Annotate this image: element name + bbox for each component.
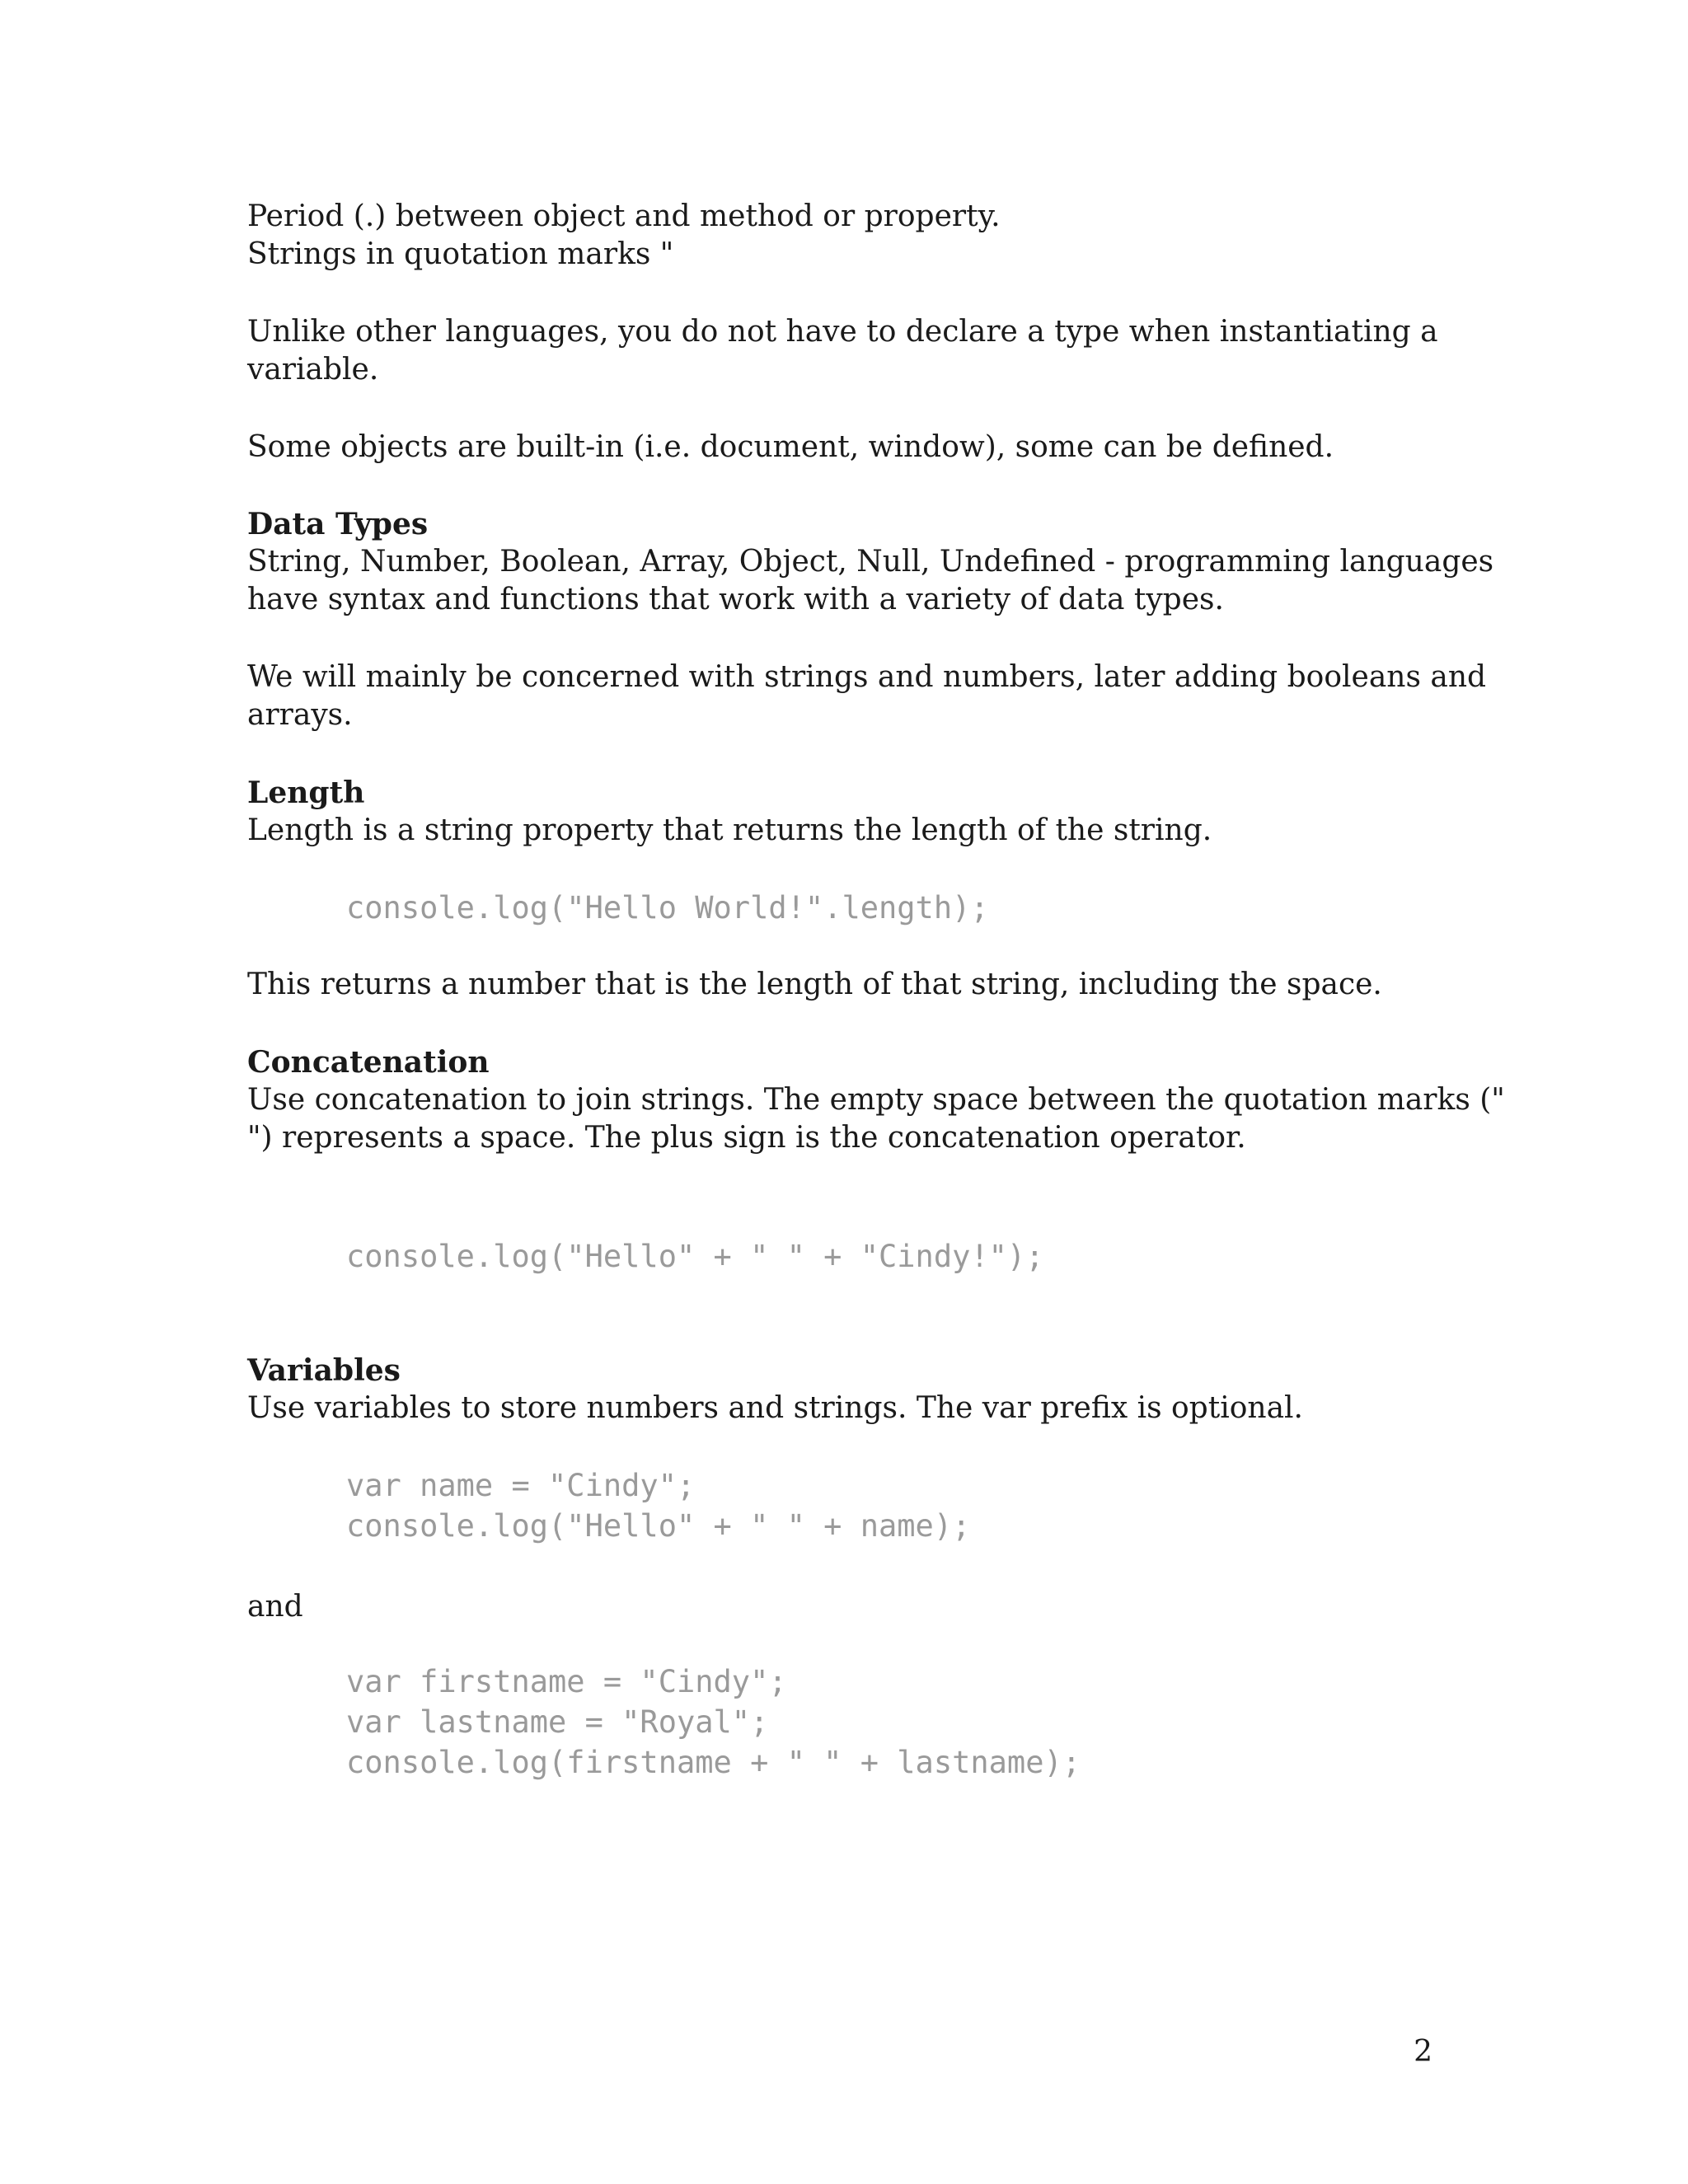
intro-line-period: Period (.) between object and method or property. <box>247 199 1001 233</box>
concatenation-heading: Concatenation <box>247 1045 490 1080</box>
intro-types-line-2: variable. <box>247 353 379 387</box>
intro-objects-line: Some objects are built-in (i.e. document, window), some can be defined. <box>247 430 1334 464</box>
intro-line-strings: Strings in quotation marks " <box>247 237 674 271</box>
length-heading: Length <box>247 776 365 810</box>
concatenation-line-1: Use concatenation to join strings. The empty space between the quotation marks (" <box>247 1083 1505 1117</box>
data-types-para2-line-1: We will mainly be concerned with strings and numbers, later adding booleans and <box>247 660 1487 694</box>
intro-types-line-1: Unlike other languages, you do not have to declare a type when instantiating a <box>247 315 1438 349</box>
variables-code-2-line-2: var lastname = "Royal"; <box>346 1704 769 1740</box>
concatenation-code: console.log("Hello" + " " + "Cindy!"); <box>346 1239 1044 1274</box>
data-types-heading: Data Types <box>247 507 429 541</box>
length-code: console.log("Hello World!".length); <box>346 890 989 926</box>
data-types-line-2: have syntax and functions that work with a variety of data types. <box>247 583 1224 616</box>
variables-code-2-line-3: console.log(firstname + " " + lastname); <box>346 1745 1081 1780</box>
length-description: Length is a string property that returns the length of the string. <box>247 813 1212 847</box>
variables-code-1-line-1: var name = "Cindy"; <box>346 1468 696 1503</box>
data-types-line-1: String, Number, Boolean, Array, Object, Null, Undefined - programming languages <box>247 545 1494 579</box>
variables-heading: Variables <box>247 1353 401 1388</box>
concatenation-line-2: ") represents a space. The plus sign is the concatenation operator. <box>247 1121 1246 1155</box>
variables-description: Use variables to store numbers and strings. The var prefix is optional. <box>247 1391 1303 1425</box>
page-number: 2 <box>1414 2035 1432 2069</box>
length-note: This returns a number that is the length of that string, including the space. <box>247 968 1382 1001</box>
variables-code-2-line-1: var firstname = "Cindy"; <box>346 1664 787 1699</box>
variables-code-1-line-2: console.log("Hello" + " " + name); <box>346 1508 971 1544</box>
variables-connector: and <box>247 1590 303 1624</box>
data-types-para2-line-2: arrays. <box>247 698 353 732</box>
